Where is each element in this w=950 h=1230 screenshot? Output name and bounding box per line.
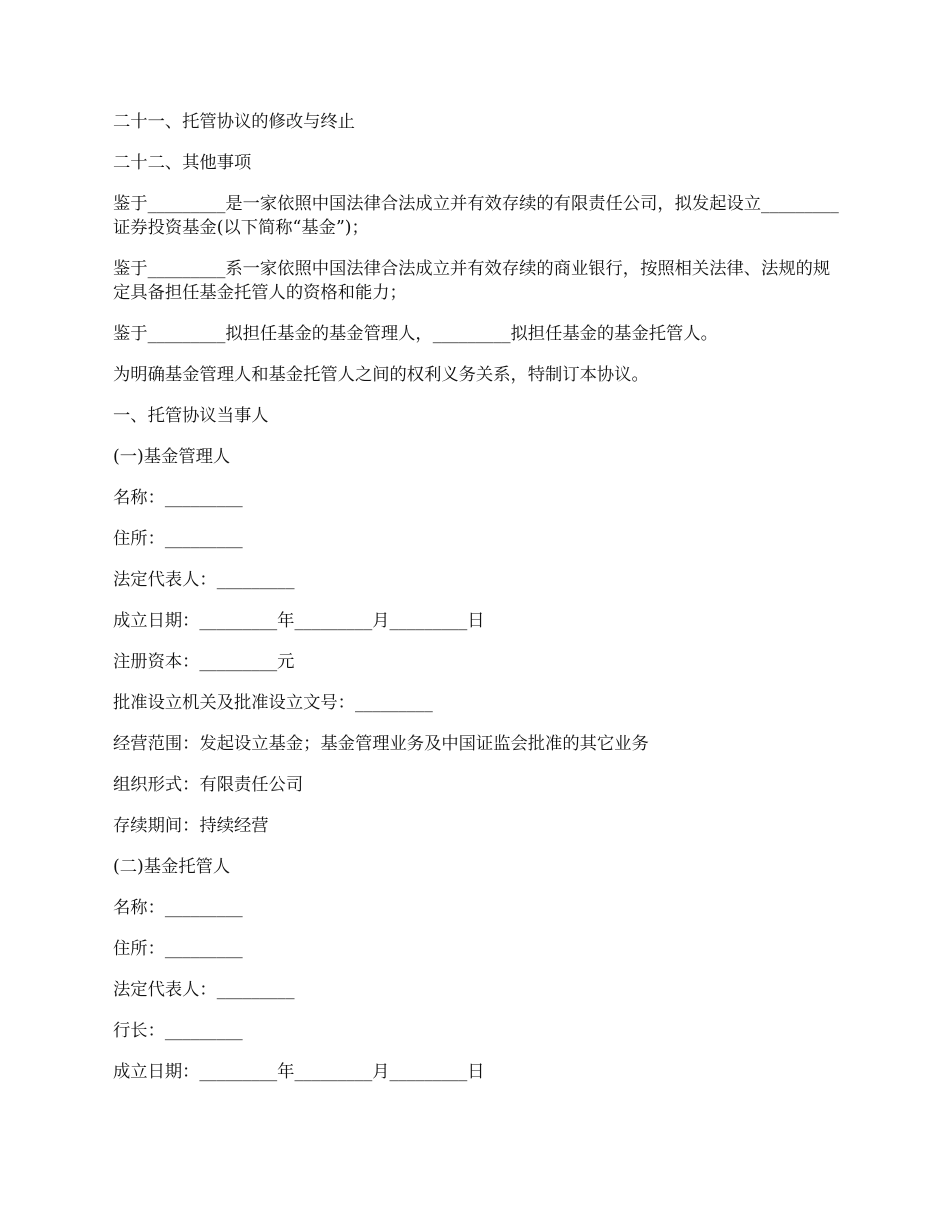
manager-legal-rep-field: 法定代表人：_________ [113, 570, 295, 590]
recital-custodian: 鉴于_________系一家依照中国法律合法成立并有效存续的商业银行，按照相关法律、法规的规定具备担任基金托管人的资格和能力； [113, 259, 831, 303]
recital-manager: 鉴于_________是一家依照中国法律合法成立并有效存续的有限责任公司，拟发起设立_________证券投资基金(以下简称“基金”)； [113, 194, 839, 238]
manager-founding-date-field: 成立日期：_________年_________月_________日 [113, 611, 485, 631]
section-heading-parties: 一、托管协议当事人 [113, 406, 269, 426]
custodian-address-field: 住所：_________ [113, 939, 243, 959]
manager-approval-field: 批准设立机关及批准设立文号：_________ [113, 693, 433, 713]
manager-org-form: 组织形式：有限责任公司 [113, 775, 304, 795]
purpose-statement: 为明确基金管理人和基金托管人之间的权利义务关系，特制订本协议。 [113, 365, 649, 385]
subheading-custodian: (二)基金托管人 [113, 857, 231, 877]
section-heading-other: 二十二、其他事项 [113, 153, 252, 173]
manager-address-field: 住所：_________ [113, 529, 243, 549]
manager-business-scope: 经营范围：发起设立基金；基金管理业务及中国证监会批准的其它业务 [113, 734, 649, 754]
manager-registered-capital-field: 注册资本：_________元 [113, 652, 295, 672]
section-heading-amendment: 二十一、托管协议的修改与终止 [113, 112, 355, 132]
custodian-founding-date-field: 成立日期：_________年_________月_________日 [113, 1062, 485, 1082]
recital-roles: 鉴于_________拟担任基金的基金管理人，_________拟担任基金的基金托管人。 [113, 324, 718, 344]
manager-name-field: 名称：_________ [113, 488, 243, 508]
custodian-legal-rep-field: 法定代表人：_________ [113, 980, 295, 1000]
subheading-manager: (一)基金管理人 [113, 447, 231, 467]
custodian-president-field: 行长：_________ [113, 1021, 243, 1041]
document-page [113, 110, 843, 1101]
custodian-name-field: 名称：_________ [113, 898, 243, 918]
manager-duration: 存续期间：持续经营 [113, 816, 269, 836]
